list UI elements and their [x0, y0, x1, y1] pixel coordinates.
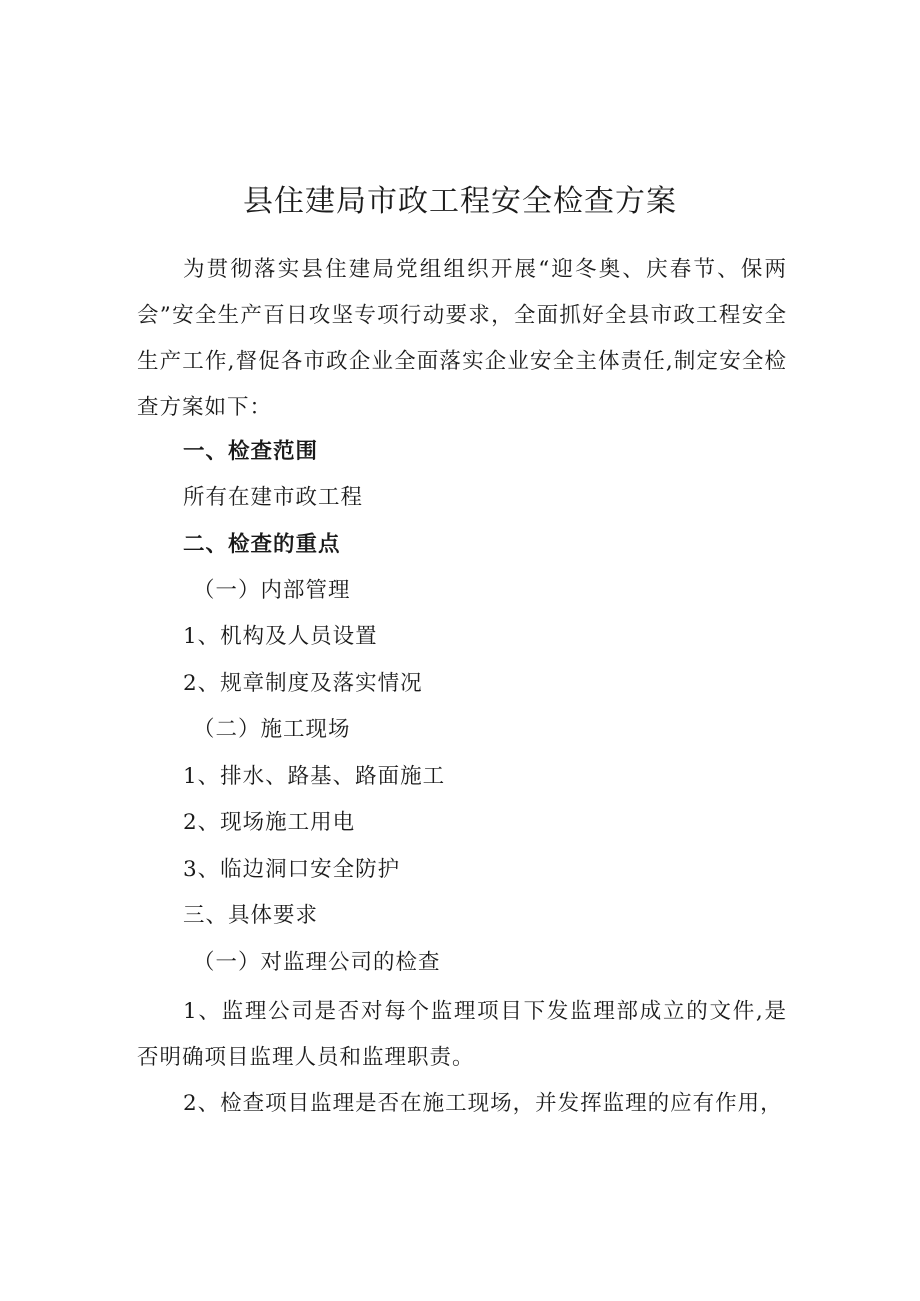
intro-paragraph: 为贯彻落实县住建局党组组织开展“迎冬奥、庆春节、保两会”安全生产百日攻坚专项行动要求，全面抓好全县市政工程安全生产工作,督促各市政企业全面落实企业安全主体责任,制定安全检查方案如下： — [137, 257, 787, 420]
subheading-supervision-check: （一）对监理公司的检查 — [193, 950, 441, 975]
document-title: 县住建局市政工程安全检查方案 — [243, 184, 677, 219]
scope-body: 所有在建市政工程 — [183, 485, 364, 510]
requirement-paragraph-2: 2、检查项目监理是否在施工现场，并发挥监理的应有作用， — [183, 1091, 783, 1116]
subheading-construction-site: （二）施工现场 — [193, 717, 351, 742]
list-item: 1、排水、路基、路面施工 — [183, 764, 446, 789]
list-item: 2、现场施工用电 — [183, 810, 356, 835]
list-item: 2、规章制度及落实情况 — [183, 671, 423, 696]
section-heading-requirements: 三、具体要求 — [183, 903, 319, 928]
section-heading-focus: 二、检查的重点 — [183, 532, 341, 557]
requirement-paragraph-1: 1、监理公司是否对每个监理项目下发监理部成立的文件,是否明确项目监理人员和监理职责。 — [137, 999, 787, 1070]
section-heading-scope: 一、检查范围 — [183, 439, 319, 464]
list-item: 1、机构及人员设置 — [183, 624, 378, 649]
list-item: 3、临边洞口安全防护 — [183, 857, 401, 882]
subheading-internal-management: （一）内部管理 — [193, 578, 351, 603]
